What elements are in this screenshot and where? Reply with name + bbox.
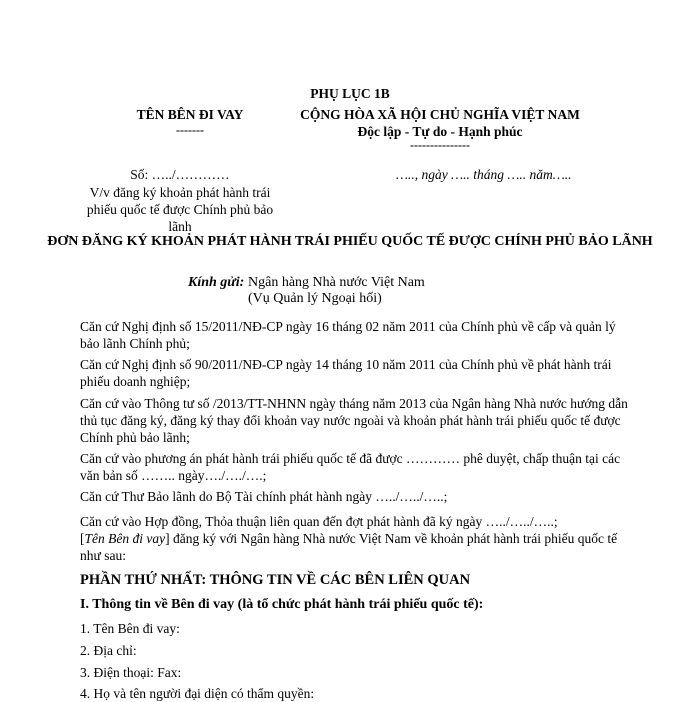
legal-basis-paragraph: Căn cứ Thư Bảo lãnh do Bộ Tài chính phát hành ngày …../…../…..; bbox=[80, 489, 448, 504]
document-number: Số: …../………… bbox=[130, 167, 230, 182]
borrower-name-header: TÊN BÊN ĐI VAY bbox=[136, 107, 244, 122]
place-and-date: ….., ngày ….. tháng ….. năm….. bbox=[396, 167, 572, 182]
form-title: ĐƠN ĐĂNG KÝ KHOẢN PHÁT HÀNH TRÁI PHIẾU QUỐC TẾ ĐƯỢC CHÍNH PHỦ BẢO LÃNH bbox=[47, 234, 653, 249]
phone-fax-field-label: 3. Điện thoại: Fax: bbox=[80, 665, 182, 680]
part-one-heading: PHẦN THỨ NHẤT: THÔNG TIN VỀ CÁC BÊN LIÊN QUAN bbox=[80, 572, 471, 588]
legal-basis-paragraph: Căn cứ vào Thông tư số /2013/TT-NHNN ngày tháng năm 2013 của Ngân hàng Nhà nước hướng dẫn thủ tục đăng ký, đăng ký thay đổi khoản vay nước ngoài và khoản phát hành trái phiếu quốc tế được Chính phủ bảo lãnh; bbox=[80, 396, 628, 445]
document-subject: V/v đăng ký khoản phát hành trái phiếu quốc tế được Chính phủ bảo lãnh bbox=[86, 185, 274, 234]
legal-basis-paragraph: Căn cứ Nghị định số 90/2011/NĐ-CP ngày 14 tháng 10 năm 2011 của Chính phủ về phát hành trái phiếu doanh nghiệp; bbox=[80, 357, 612, 389]
country-title: CỘNG HÒA XÃ HỘI CHỦ NGHĨA VIỆT NAM bbox=[300, 107, 580, 122]
borrower-name-placeholder: Tên Bên đi vay bbox=[84, 531, 166, 546]
representative-field-label: 4. Họ và tên người đại diện có thẩm quyền: bbox=[80, 686, 315, 701]
borrower-name-divider: ------- bbox=[176, 123, 204, 137]
recipient-label: Kính gửi: bbox=[188, 275, 245, 290]
address-field-label: 2. Địa chỉ: bbox=[80, 643, 137, 658]
recipient-department: (Vụ Quản lý Ngoại hối) bbox=[248, 291, 382, 306]
borrower-name-field-label: 1. Tên Bên đi vay: bbox=[80, 621, 180, 636]
bracket-open: [ bbox=[80, 531, 85, 546]
appendix-title: PHỤ LỤC 1B bbox=[310, 86, 390, 101]
country-motto: Độc lập - Tự do - Hạnh phúc bbox=[357, 124, 523, 139]
recipient-name: Ngân hàng Nhà nước Việt Nam bbox=[248, 275, 425, 290]
section-one-heading: I. Thông tin về Bên đi vay (là tổ chức phát hành trái phiếu quốc tế): bbox=[80, 597, 484, 612]
registration-statement bbox=[80, 530, 632, 564]
legal-basis-paragraph: Căn cứ vào Hợp đồng, Thỏa thuận liên quan đến đợt phát hành đã ký ngày …../…../…..; bbox=[80, 514, 558, 529]
legal-basis-paragraph: Căn cứ vào phương án phát hành trái phiếu quốc tế đã được ………… phê duyệt, chấp thuận tại các văn bản số …….. ngày…./…./….; bbox=[80, 451, 621, 483]
country-motto-divider: --------------- bbox=[410, 138, 470, 152]
registration-statement-text: ] đăng ký với Ngân hàng Nhà nước Việt Nam về khoản phát hành trái phiếu quốc tế như sau: bbox=[80, 531, 618, 563]
legal-basis-paragraph: Căn cứ Nghị định số 15/2011/NĐ-CP ngày 16 tháng 02 năm 2011 của Chính phủ về cấp và quản lý bảo lãnh Chính phủ; bbox=[80, 319, 616, 351]
